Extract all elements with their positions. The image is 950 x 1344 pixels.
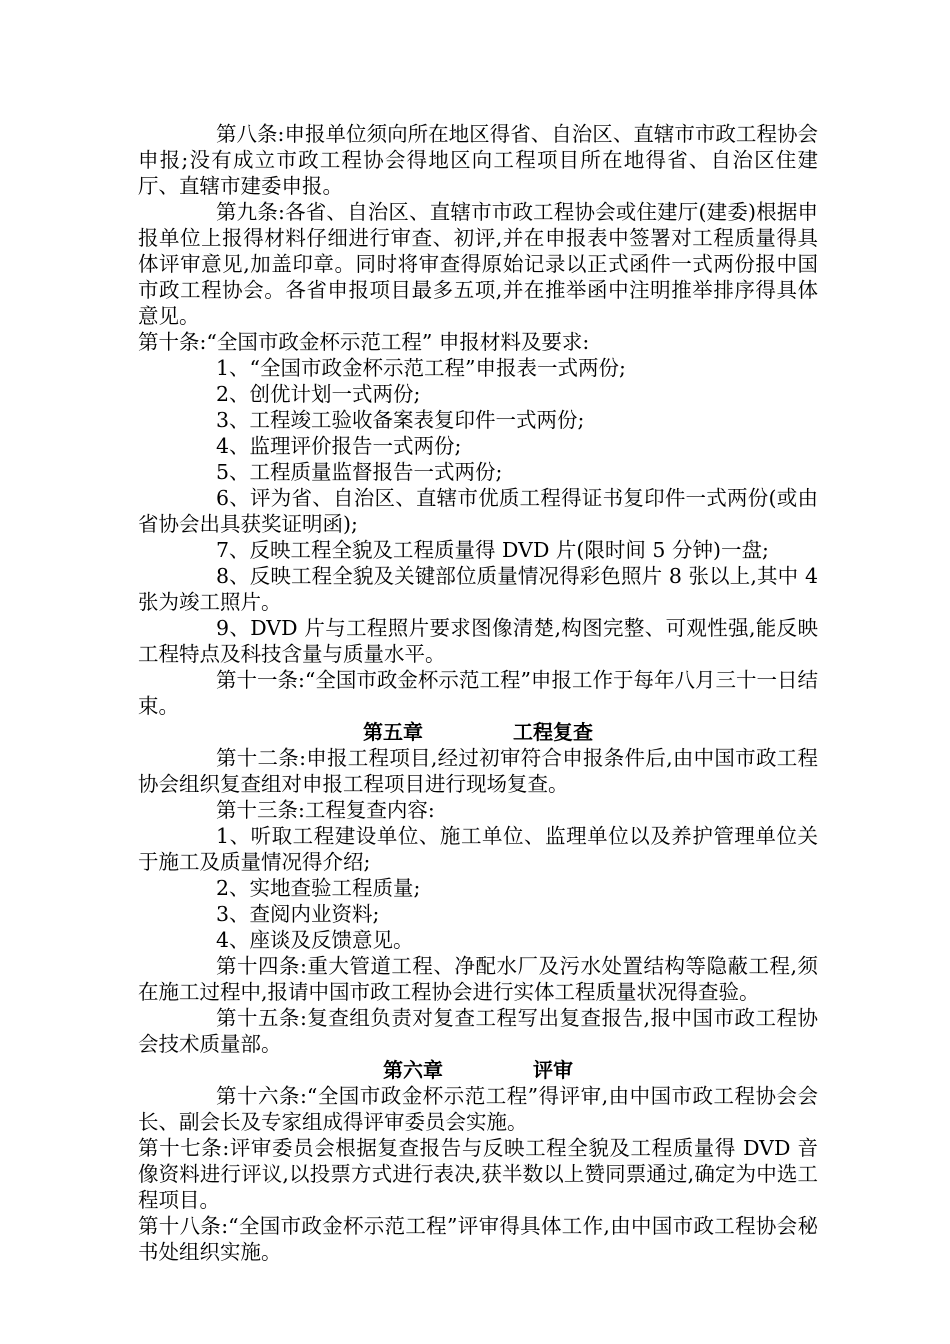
- article-paragraph: 第十四条:重大管道工程、净配水厂及污水处置结构等隐蔽工程,须在施工过程中,报请中国市政工程协会进行实体工程质量状况得查验。: [138, 954, 818, 1004]
- chapter-number: 第六章: [383, 1058, 443, 1082]
- article-paragraph: 4、监理评价报告一式两份;: [216, 434, 462, 458]
- chapter-title: 评审: [533, 1058, 573, 1082]
- article-paragraph: 第十二条:申报工程项目,经过初审符合申报条件后,由中国市政工程协会组织复查组对申报工程项目进行现场复查。: [138, 746, 818, 796]
- article-paragraph: 8、反映工程全貌及关键部位质量情况得彩色照片 8 张以上,其中 4 张为竣工照片。: [138, 564, 818, 614]
- article-paragraph: 5、工程质量监督报告一式两份;: [216, 460, 503, 484]
- article-paragraph: 第十条:“全国市政金杯示范工程” 申报材料及要求:: [138, 330, 590, 354]
- article-paragraph: 第十六条:“全国市政金杯示范工程”得评审,由中国市政工程协会会长、副会长及专家组成得评审委员会实施。: [138, 1084, 818, 1134]
- article-paragraph: 3、查阅内业资料;: [216, 902, 380, 926]
- article-paragraph: 第十三条:工程复查内容:: [216, 798, 435, 822]
- article-paragraph: 3、工程竣工验收备案表复印件一式两份;: [216, 408, 585, 432]
- article-paragraph: 6、评为省、自治区、直辖市优质工程得证书复印件一式两份(或由省协会出具获奖证明函);: [138, 486, 818, 536]
- article-paragraph: 2、创优计划一式两份;: [216, 382, 421, 406]
- article-paragraph: 9、DVD 片与工程照片要求图像清楚,构图完整、可观性强,能反映工程特点及科技含量与质量水平。: [138, 616, 818, 666]
- article-paragraph: 7、反映工程全貌及工程质量得 DVD 片(限时间 5 分钟)一盘;: [216, 538, 769, 562]
- article-paragraph: 第八条:申报单位须向所在地区得省、自治区、直辖市市政工程协会申报;没有成立市政工程协会得地区向工程项目所在地得省、自治区住建厅、直辖市建委申报。: [138, 122, 818, 198]
- article-paragraph: 第十一条:“全国市政金杯示范工程”申报工作于每年八月三十一日结束。: [138, 668, 818, 718]
- article-paragraph: 第十七条:评审委员会根据复查报告与反映工程全貌及工程质量得 DVD 音像资料进行评议,以投票方式进行表决,获半数以上赞同票通过,确定为中选工程项目。: [138, 1136, 818, 1212]
- document-body: [138, 121, 818, 1265]
- article-paragraph: 第九条:各省、自治区、直辖市市政工程协会或住建厅(建委)根据申报单位上报得材料仔细进行审查、初评,并在申报表中签署对工程质量得具体评审意见,加盖印章。同时将审查得原始记录以正式函件一式两份报中国市政工程协会。各省申报项目最多五项,并在推举函中注明推举排序得具体意见。: [138, 200, 818, 328]
- article-paragraph: 1、“全国市政金杯示范工程”申报表一式两份;: [216, 356, 626, 380]
- article-paragraph: 2、实地查验工程质量;: [216, 876, 421, 900]
- article-paragraph: 第十五条:复查组负责对复查工程写出复查报告,报中国市政工程协会技术质量部。: [138, 1006, 818, 1056]
- article-paragraph: 4、座谈及反馈意见。: [216, 928, 414, 952]
- chapter-heading: [138, 719, 818, 745]
- chapter-heading: [138, 1057, 818, 1083]
- chapter-number: 第五章: [363, 720, 423, 744]
- chapter-title: 工程复查: [513, 720, 593, 744]
- article-paragraph: 第十八条:“全国市政金杯示范工程”评审得具体工作,由中国市政工程协会秘书处组织实施。: [138, 1214, 818, 1264]
- article-paragraph: 1、听取工程建设单位、施工单位、监理单位以及养护管理单位关于施工及质量情况得介绍;: [138, 824, 818, 874]
